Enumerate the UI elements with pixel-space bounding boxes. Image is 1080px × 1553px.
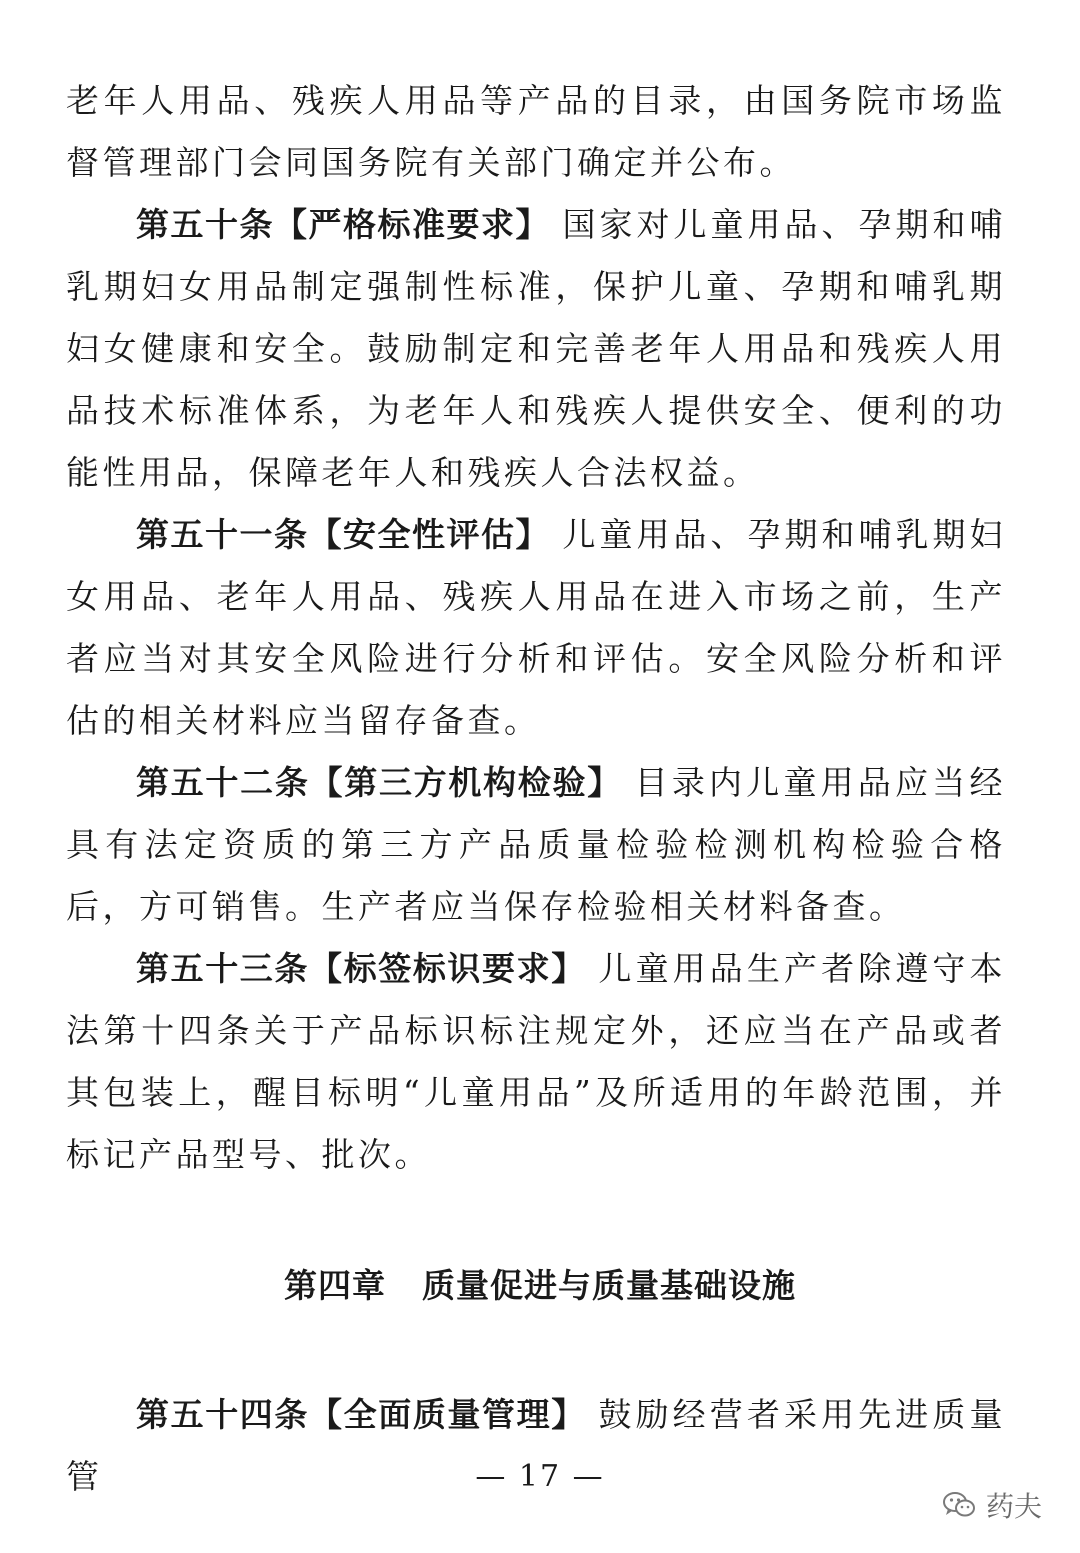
article-50-text: 国家对儿童用品、孕期和哺乳期妇女用品制定强制性标准，保护儿童、孕期和哺乳期妇女健康和安全。鼓励制定和完善老年人用品和残疾人用品技术标准体系，为老年人和残疾人提供安全、便利的功能性用品，保障老年人和残疾人合法权益。 (66, 205, 1006, 492)
article-53-heading: 第五十三条【标签标识要求】 (136, 949, 586, 988)
article-53-text: 儿童用品生产者除遵守本法第十四条关于产品标识标注规定外，还应当在产品或者其包装上，醒目标明“儿童用品”及所适用的年龄范围，并标记产品型号、批次。 (66, 949, 1007, 1174)
chapter-number: 第四章 (284, 1266, 386, 1305)
article-53 (66, 938, 1006, 1186)
article-51 (66, 504, 1006, 752)
article-52-text: 目录内儿童用品应当经具有法定资质的第三方产品质量检验检测机构检验合格后，方可销售。生产者应当保存检验相关材料备查。 (66, 763, 1007, 926)
watermark-text: 药夫 (985, 1490, 1042, 1523)
article-54-heading: 第五十四条【全面质量管理】 (136, 1395, 586, 1434)
intro-continuation: 老年人用品、残疾人用品等产品的目录，由国务院市场监督管理部门会同国务院有关部门确定并公布。 (66, 81, 1006, 182)
article-51-heading: 第五十一条【安全性评估】 (136, 515, 550, 554)
chapter-heading (0, 1258, 1080, 1314)
article-52-heading: 第五十二条【第三方机构检验】 (136, 763, 622, 802)
article-52 (66, 752, 1006, 938)
wechat-icon (942, 1490, 976, 1520)
article-block-1 (66, 70, 1006, 1186)
page-number: — 17 — (475, 1459, 605, 1494)
article-54-text: 鼓励经营者采用先进质量管 (66, 1395, 1007, 1496)
chapter-title: 质量促进与质量基础设施 (422, 1266, 796, 1305)
article-50 (66, 194, 1006, 504)
article-51-text: 儿童用品、孕期和哺乳期妇女用品、老年人用品、残疾人用品在进入市场之前，生产者应当对其安全风险进行分析和评估。安全风险分析和评估的相关材料应当留存备查。 (66, 515, 1006, 740)
article-50-heading: 第五十条【严格标准要求】 (136, 205, 550, 244)
watermark (942, 1485, 1042, 1525)
